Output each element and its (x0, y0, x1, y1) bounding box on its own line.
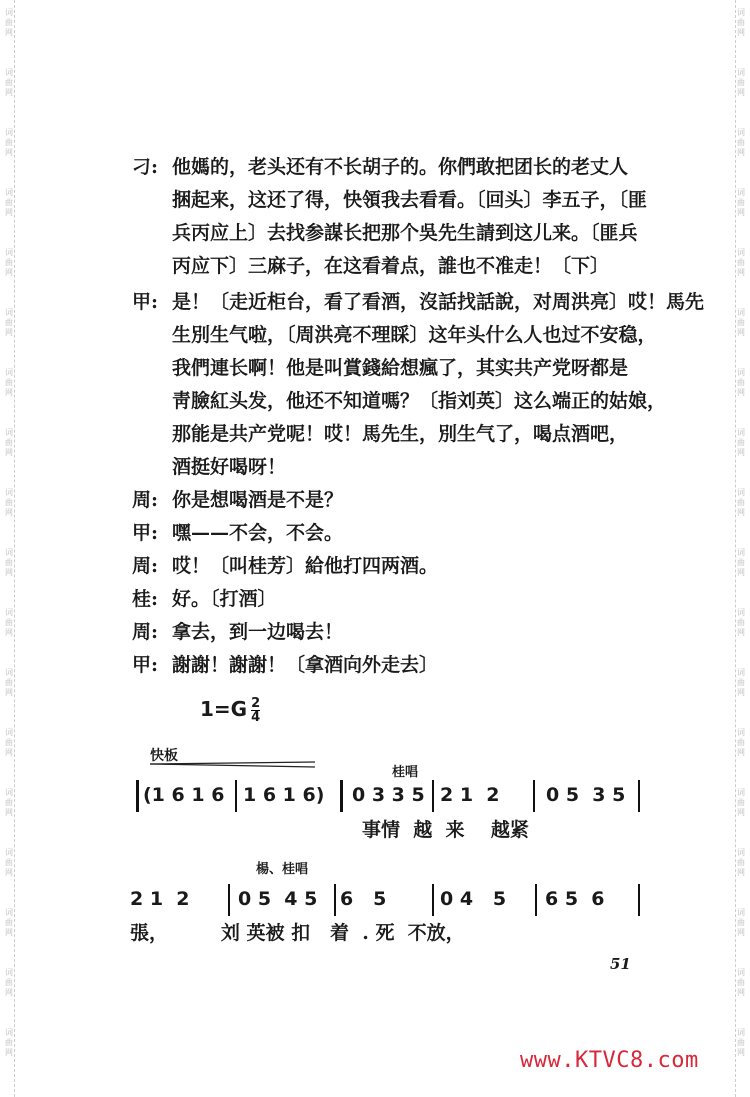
watermark-mark: 词 曲 网 (5, 608, 13, 637)
dialogue-line: 嘿——不会，不会。 (172, 522, 344, 544)
note-group: 1 6 1 6) (243, 784, 325, 806)
watermark-mark: 词 曲 网 (5, 188, 13, 217)
repeat-barline (136, 780, 139, 812)
note-group: 0 3 3 5 (352, 784, 425, 806)
note-group: 6 5 6 (545, 888, 605, 910)
note-group: 0 5 4 5 (238, 888, 318, 910)
dialogue-line: 他媽的，老头还有不长胡子的。你們敢把团长的老丈人 (172, 156, 629, 178)
dialogue-line: 我們連长啊！他是叫賞錢給想瘋了，其实共产党呀都是 (172, 357, 629, 379)
note-group: 0 4 5 (440, 888, 507, 910)
accelerando-line (150, 760, 320, 770)
note-group: (1 6 1 6 (143, 784, 225, 806)
time-numerator: 2 (251, 696, 261, 711)
note-group: 2 1 2 (440, 784, 500, 806)
watermark-mark: 词 曲 网 (5, 128, 13, 157)
watermark-mark: 词 曲 网 (737, 68, 745, 97)
dialogue-line: 拿去，到一边喝去！ (172, 621, 344, 643)
watermark-mark: 词 曲 网 (5, 68, 13, 97)
watermark-mark: 词 曲 网 (737, 488, 745, 517)
barline (432, 780, 434, 812)
dialogue-line: 酒挺好喝呀！ (172, 456, 287, 478)
time-signature (251, 697, 260, 724)
watermark-mark: 词 曲 网 (737, 608, 745, 637)
dialogue-line: 丙应下〕三麻子，在这看着点，誰也不准走！〔下〕 (172, 255, 610, 277)
watermark-mark: 词 曲 网 (737, 908, 745, 937)
dialogue-line: 謝謝！謝謝！〔拿酒向外走去〕 (172, 654, 439, 676)
note-group: 2 1 2 (130, 888, 190, 910)
repeat-barline (340, 780, 343, 812)
dialogue-line: 好。〔打酒〕 (172, 588, 277, 610)
barline (638, 884, 640, 916)
watermark-mark: 词 曲 网 (5, 668, 13, 697)
lyrics-line: 張， 刘 英被 扣 着 . 死 不放， (130, 922, 465, 944)
speaker-label: 甲: (132, 291, 159, 313)
watermark-mark: 词 曲 网 (5, 248, 13, 277)
key-label: 1=G (200, 697, 248, 721)
dialogue-line: 生別生气啦，〔周洪亮不理睬〕这年头什么人也过不安稳， (172, 324, 657, 346)
barline (228, 884, 230, 916)
note-group: 6 5 (340, 888, 387, 910)
dialogue-line: 那能是共产党呢！哎！馬先生，別生气了，喝点酒吧， (172, 423, 629, 445)
site-watermark-text: www.KTVC8.com (520, 1048, 699, 1073)
dialogue-line: 捆起来，这还了得，快領我去看看。〔回头〕李五子，〔匪 (172, 189, 648, 211)
watermark-mark: 词 曲 网 (5, 968, 13, 997)
barline (535, 884, 537, 916)
speaker-label: 周: (132, 621, 159, 643)
watermark-mark: 词 曲 网 (5, 908, 13, 937)
watermark-mark: 词 曲 网 (5, 308, 13, 337)
key-signature (200, 697, 260, 724)
dialogue-line: 是！〔走近柜台，看了看酒，沒話找話說，对周洪亮〕哎！馬先 (172, 291, 705, 313)
site-watermark (520, 1048, 699, 1073)
watermark-mark: 词 曲 网 (737, 188, 745, 217)
tempo-marking: 快板 (150, 748, 178, 764)
speaker-label: 甲: (132, 522, 159, 544)
barline (235, 780, 237, 812)
barline (432, 884, 434, 916)
dialogue-line: 靑臉紅头发，他还不知道嗎？〔指刘英〕这么端正的姑娘， (172, 390, 667, 412)
speaker-label: 甲: (132, 654, 159, 676)
watermark-mark: 词 曲 网 (737, 968, 745, 997)
speaker-label: 桂: (132, 588, 159, 610)
page-number: 51 (610, 955, 631, 973)
watermark-mark: 词 曲 网 (5, 428, 13, 457)
watermark-mark: 词 曲 网 (737, 128, 745, 157)
watermark-mark: 词 曲 网 (5, 788, 13, 817)
watermark-mark: 词 曲 网 (5, 848, 13, 877)
role-label: 楊、桂唱 (256, 862, 309, 877)
speaker-label: 刁: (132, 156, 159, 178)
note-group: 0 5 3 5 (546, 784, 626, 806)
watermark-mark: 词 曲 网 (737, 308, 745, 337)
watermark-mark: 词 曲 网 (5, 368, 13, 397)
dialogue-line: 哎！〔叫桂芳〕給他打四两酒。 (172, 555, 439, 577)
speaker-label: 周: (132, 555, 159, 577)
watermark-mark: 词 曲 网 (737, 428, 745, 457)
barline (533, 780, 535, 812)
watermark-mark: 词 曲 网 (737, 668, 745, 697)
watermark-mark: 词 曲 网 (5, 488, 13, 517)
lyrics-line: 事情 越 来 越紧 (362, 819, 529, 841)
time-denominator: 4 (251, 710, 261, 725)
watermark-mark: 词 曲 网 (5, 8, 13, 37)
watermark-mark: 词 曲 网 (737, 848, 745, 877)
watermark-mark: 词 曲 网 (737, 728, 745, 757)
watermark-mark: 词 曲 网 (737, 548, 745, 577)
watermark-mark: 词 曲 网 (737, 788, 745, 817)
dialogue-line: 兵丙应上〕去找参謀长把那个吳先生請到这儿来。〔匪兵 (172, 222, 638, 244)
watermark-mark: 词 曲 网 (737, 1028, 745, 1057)
watermark-mark: 词 曲 网 (5, 548, 13, 577)
watermark-mark: 词 曲 网 (737, 368, 745, 397)
watermark-mark: 词 曲 网 (5, 728, 13, 757)
watermark-mark: 词 曲 网 (737, 8, 745, 37)
watermark-mark: 词 曲 网 (5, 1028, 13, 1057)
watermark-mark: 词 曲 网 (737, 248, 745, 277)
role-label: 桂唱 (392, 765, 419, 780)
barline (638, 780, 640, 812)
speaker-label: 周: (132, 489, 159, 511)
dialogue-line: 你是想喝酒是不是？ (172, 489, 344, 511)
barline (334, 884, 336, 916)
